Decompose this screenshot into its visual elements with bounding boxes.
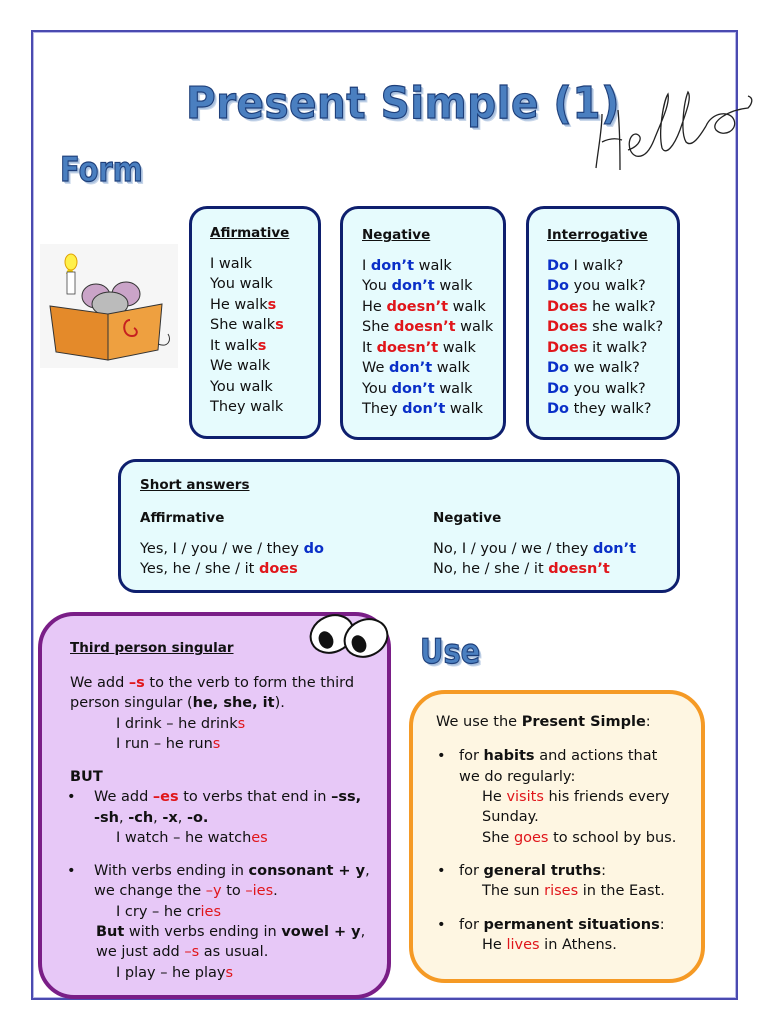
bullet-icon: •	[437, 863, 446, 879]
use-example-visits-line-1: He visits his friends every	[482, 789, 670, 805]
tps-example-run: I run – he runs	[116, 736, 221, 752]
use-example-visits-line-2: Sunday.	[482, 809, 539, 825]
interrogative-line: Do we walk?	[547, 360, 640, 376]
affirmative-box	[189, 206, 321, 439]
short-affirmative-label: Affirmative	[140, 510, 225, 526]
interrogative-line: Does he walk?	[547, 298, 656, 315]
cartoon-eyes-icon	[304, 604, 392, 668]
use-intro: We use the Present Simple:	[436, 714, 651, 730]
use-example-lives: He lives in Athens.	[482, 937, 617, 953]
interrogative-line: Do they walk?	[547, 401, 652, 417]
affirmative-list	[210, 254, 318, 418]
affirmative-line: You walk	[210, 378, 273, 395]
short-neg-line-1: No, I / you / we / they don’t	[433, 541, 637, 557]
third-person-box	[38, 612, 391, 999]
use-heading: Use	[420, 632, 481, 672]
hello-handwriting-icon	[588, 80, 758, 180]
use-box	[409, 690, 705, 983]
short-neg-line-2: No, he / she / it doesn’t	[433, 561, 610, 577]
bullet-icon: •	[67, 863, 76, 879]
negative-line: They don’t walk	[362, 401, 484, 417]
bullet-icon: •	[437, 917, 446, 933]
affirmative-line: I walk	[210, 255, 253, 272]
short-aff-line-1: Yes, I / you / we / they do	[140, 541, 324, 557]
tps-y-rule-line-1: With verbs ending in consonant + y,	[94, 863, 370, 879]
interrogative-list	[547, 256, 677, 420]
tps-rule-line-2: person singular (he, she, it).	[70, 695, 285, 711]
negative-box	[340, 206, 506, 440]
negative-line: He doesn’t walk	[362, 298, 486, 315]
tps-rule-line-1: We add –s to the verb to form the third	[70, 675, 355, 691]
interrogative-header: Interrogative	[547, 227, 648, 243]
negative-line: You don’t walk	[362, 380, 473, 397]
third-person-header: Third person singular	[70, 640, 234, 656]
affirmative-line: He walks	[210, 296, 277, 313]
tps-example-play: I play – he plays	[116, 965, 234, 981]
tps-example-watch: I watch – he watches	[116, 830, 268, 846]
form-heading: Form	[60, 150, 143, 190]
interrogative-line: Do you walk?	[547, 278, 646, 294]
negative-line: I don’t walk	[362, 257, 452, 274]
tps-y-rule-line-2: we change the –y to –ies.	[94, 883, 278, 899]
short-answers-box	[118, 459, 680, 593]
short-negative-label: Negative	[433, 510, 502, 526]
page-title: Present Simple (1)	[186, 78, 620, 129]
tps-vowel-rule-line-2: we just add –s as usual.	[96, 944, 269, 960]
short-answers-header: Short answers	[140, 477, 250, 493]
negative-line: We don’t walk	[362, 360, 470, 376]
bullet-icon: •	[437, 748, 446, 764]
use-example-goes: She goes to school by bus.	[482, 830, 677, 846]
interrogative-line: Do I walk?	[547, 257, 624, 274]
negative-line: You don’t walk	[362, 278, 473, 294]
affirmative-line: We walk	[210, 358, 271, 374]
affirmative-line: You walk	[210, 276, 273, 292]
use-habits-line-1: for habits and actions that	[459, 748, 658, 764]
negative-line: She doesn’t walk	[362, 319, 494, 335]
negative-line: It doesn’t walk	[362, 339, 476, 356]
use-general-truths: for general truths:	[459, 863, 607, 879]
bullet-icon: •	[67, 789, 76, 805]
use-example-rises: The sun rises in the East.	[482, 883, 665, 899]
mouse-reading-book-icon	[40, 244, 178, 368]
tps-example-drink: I drink – he drinks	[116, 716, 246, 732]
short-aff-line-2: Yes, he / she / it does	[140, 561, 298, 577]
negative-header: Negative	[362, 227, 431, 243]
affirmative-line: They walk	[210, 399, 284, 415]
tps-but-label: BUT	[70, 769, 103, 785]
use-habits-line-2: we do regularly:	[459, 769, 576, 785]
tps-vowel-rule-line-1: But with verbs ending in vowel + y,	[96, 924, 366, 940]
interrogative-box	[526, 206, 680, 440]
negative-list	[362, 256, 503, 420]
interrogative-line: Does it walk?	[547, 339, 648, 356]
tps-es-rule-line-1: We add –es to verbs that end in –ss,	[94, 789, 362, 805]
affirmative-line: She walks	[210, 317, 284, 333]
tps-es-rule-line-2: -sh, -ch, -x, -o.	[94, 810, 209, 826]
affirmative-header: Afirmative	[210, 225, 290, 241]
affirmative-line: It walks	[210, 337, 267, 354]
tps-example-cry: I cry – he cries	[116, 904, 222, 920]
interrogative-line: Does she walk?	[547, 319, 664, 335]
use-permanent-situations: for permanent situations:	[459, 917, 665, 933]
interrogative-line: Do you walk?	[547, 380, 646, 397]
